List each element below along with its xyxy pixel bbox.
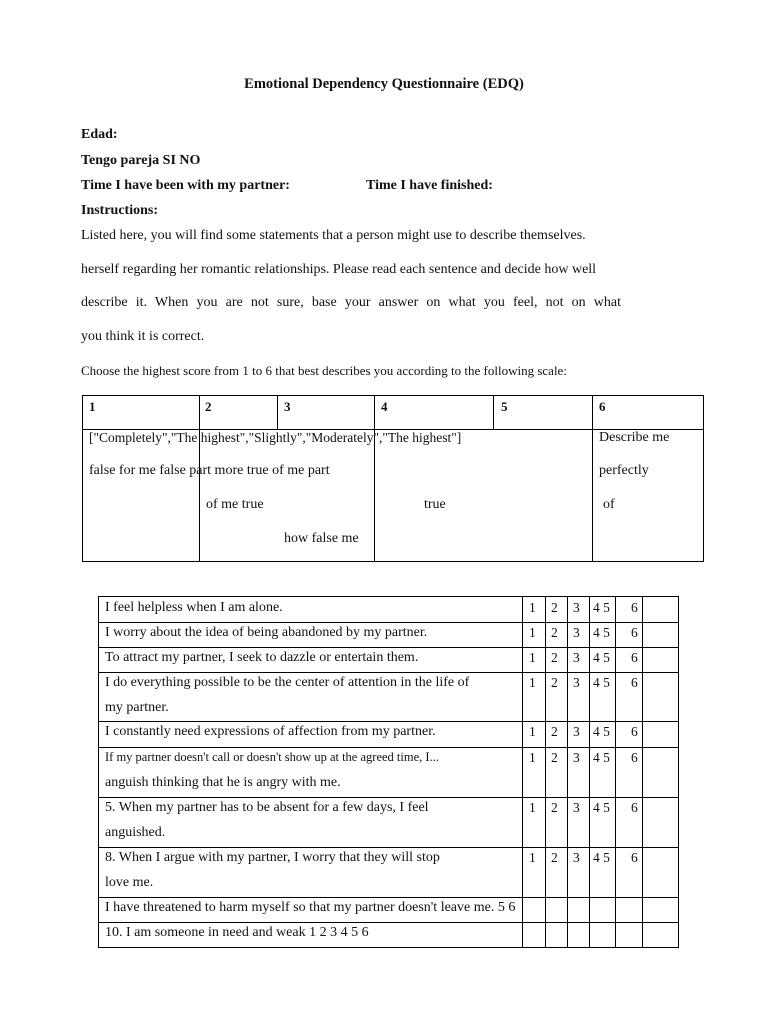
item-text: anguished. bbox=[105, 825, 166, 840]
row-divider bbox=[99, 672, 678, 673]
rating-option[interactable]: 6 bbox=[631, 675, 638, 690]
rating-option[interactable]: 4 5 bbox=[593, 724, 610, 739]
scale-divider bbox=[493, 396, 494, 429]
row-divider bbox=[99, 797, 678, 798]
rating-option[interactable]: 1 bbox=[529, 600, 536, 615]
column-divider bbox=[522, 597, 523, 947]
rating-option[interactable]: 4 5 bbox=[593, 750, 610, 765]
item-text: 8. When I argue with my partner, I worry that they will stop bbox=[105, 850, 440, 865]
rating-option[interactable]: 3 bbox=[573, 850, 580, 865]
item-text: I constantly need expressions of affection from my partner. bbox=[105, 724, 436, 739]
items-table bbox=[98, 596, 679, 948]
item-text: I have threatened to harm myself so that my partner doesn't leave me. 5 6 bbox=[105, 900, 516, 915]
rating-option[interactable]: 3 bbox=[573, 800, 580, 815]
age-field-label: Edad: bbox=[81, 127, 118, 142]
scale-label: of me true bbox=[206, 497, 264, 512]
rating-option[interactable]: 4 5 bbox=[593, 675, 610, 690]
item-text: I feel helpless when I am alone. bbox=[105, 600, 283, 615]
scale-label: perfectly bbox=[599, 463, 649, 478]
rating-option[interactable]: 2 bbox=[551, 750, 558, 765]
scale-number: 3 bbox=[284, 399, 291, 414]
rating-option[interactable]: 6 bbox=[631, 800, 638, 815]
rating-option[interactable]: 6 bbox=[631, 625, 638, 640]
rating-option[interactable]: 1 bbox=[529, 800, 536, 815]
instructions-line: Listed here, you will find some statements that a person might use to describe themselves. bbox=[81, 228, 586, 243]
row-divider bbox=[99, 922, 678, 923]
rating-option[interactable]: 1 bbox=[529, 650, 536, 665]
rating-option[interactable]: 1 bbox=[529, 675, 536, 690]
column-divider bbox=[567, 597, 568, 947]
row-divider bbox=[99, 847, 678, 848]
scale-divider bbox=[592, 396, 593, 561]
scale-label: how false me bbox=[284, 531, 359, 546]
rating-option[interactable]: 3 bbox=[573, 625, 580, 640]
instructions-heading: Instructions: bbox=[81, 203, 159, 218]
row-divider bbox=[99, 897, 678, 898]
rating-option[interactable]: 1 bbox=[529, 724, 536, 739]
rating-option[interactable]: 2 bbox=[551, 724, 558, 739]
item-text: If my partner doesn't call or doesn't show up at the agreed time, I... bbox=[105, 750, 439, 764]
page-title: Emotional Dependency Questionnaire (EDQ) bbox=[244, 76, 524, 92]
rating-option[interactable]: 2 bbox=[551, 650, 558, 665]
item-text: anguish thinking that he is angry with me. bbox=[105, 775, 341, 790]
rating-option[interactable]: 4 5 bbox=[593, 625, 610, 640]
rating-option[interactable]: 6 bbox=[631, 650, 638, 665]
rating-option[interactable]: 4 5 bbox=[593, 650, 610, 665]
row-divider bbox=[99, 721, 678, 722]
rating-option[interactable]: 6 bbox=[631, 850, 638, 865]
row-divider bbox=[99, 622, 678, 623]
rating-option[interactable]: 4 5 bbox=[593, 850, 610, 865]
scale-number: 6 bbox=[599, 399, 606, 414]
rating-option[interactable]: 2 bbox=[551, 675, 558, 690]
column-divider bbox=[589, 597, 590, 947]
instructions-line: herself regarding her romantic relationships. Please read each sentence and decide how well bbox=[81, 262, 597, 277]
row-divider bbox=[99, 647, 678, 648]
item-text: my partner. bbox=[105, 700, 169, 715]
instructions-line: you think it is correct. bbox=[81, 329, 205, 344]
item-text: I worry about the idea of being abandoned by my partner. bbox=[105, 625, 428, 640]
partner-field-label: Tengo pareja SI NO bbox=[81, 153, 201, 168]
scale-label: Describe me bbox=[599, 430, 670, 445]
rating-option[interactable]: 3 bbox=[573, 724, 580, 739]
rating-option[interactable]: 3 bbox=[573, 750, 580, 765]
rating-option[interactable]: 3 bbox=[573, 650, 580, 665]
scale-number: 2 bbox=[205, 399, 212, 414]
rating-option[interactable]: 4 5 bbox=[593, 800, 610, 815]
rating-option[interactable]: 4 5 bbox=[593, 600, 610, 615]
scale-table bbox=[82, 395, 704, 562]
time-finished-label: Time I have finished: bbox=[366, 178, 493, 193]
instructions-line: describe it. When you are not sure, base your answer on what you feel, not on what bbox=[81, 295, 621, 310]
item-text: love me. bbox=[105, 875, 154, 890]
scale-label: true bbox=[424, 497, 446, 512]
scale-divider bbox=[277, 396, 278, 429]
rating-option[interactable]: 3 bbox=[573, 600, 580, 615]
rating-option[interactable]: 2 bbox=[551, 625, 558, 640]
rating-option[interactable]: 2 bbox=[551, 800, 558, 815]
rating-option[interactable]: 1 bbox=[529, 850, 536, 865]
rating-option[interactable]: 3 bbox=[573, 675, 580, 690]
column-divider bbox=[545, 597, 546, 947]
item-text: To attract my partner, I seek to dazzle or entertain them. bbox=[105, 650, 419, 665]
scale-label: of bbox=[603, 497, 615, 512]
scale-divider bbox=[374, 396, 375, 561]
scale-labels-row: ["Completely","The highest","Slightly","Moderately","The highest"] bbox=[89, 430, 462, 445]
item-text: I do everything possible to be the center of attention in the life of bbox=[105, 675, 470, 690]
column-divider bbox=[615, 597, 616, 947]
rating-option[interactable]: 6 bbox=[631, 724, 638, 739]
rating-option[interactable]: 1 bbox=[529, 625, 536, 640]
rating-option[interactable]: 6 bbox=[631, 600, 638, 615]
rating-option[interactable]: 2 bbox=[551, 600, 558, 615]
rating-option[interactable]: 6 bbox=[631, 750, 638, 765]
row-divider bbox=[99, 747, 678, 748]
column-divider bbox=[642, 597, 643, 947]
item-text: 10. I am someone in need and weak 1 2 3 4 5 6 bbox=[105, 925, 369, 940]
rating-option[interactable]: 1 bbox=[529, 750, 536, 765]
rating-option[interactable]: 2 bbox=[551, 850, 558, 865]
item-text: 5. When my partner has to be absent for a few days, I feel bbox=[105, 800, 429, 815]
scale-intro: Choose the highest score from 1 to 6 that best describes you according to the following scale: bbox=[81, 363, 567, 378]
scale-labels-row: false for me false part more true of me part bbox=[89, 463, 330, 478]
scale-number: 5 bbox=[501, 399, 508, 414]
scale-number: 4 bbox=[381, 399, 388, 414]
time-with-partner-label: Time I have been with my partner: bbox=[81, 178, 290, 193]
scale-number: 1 bbox=[89, 399, 96, 414]
